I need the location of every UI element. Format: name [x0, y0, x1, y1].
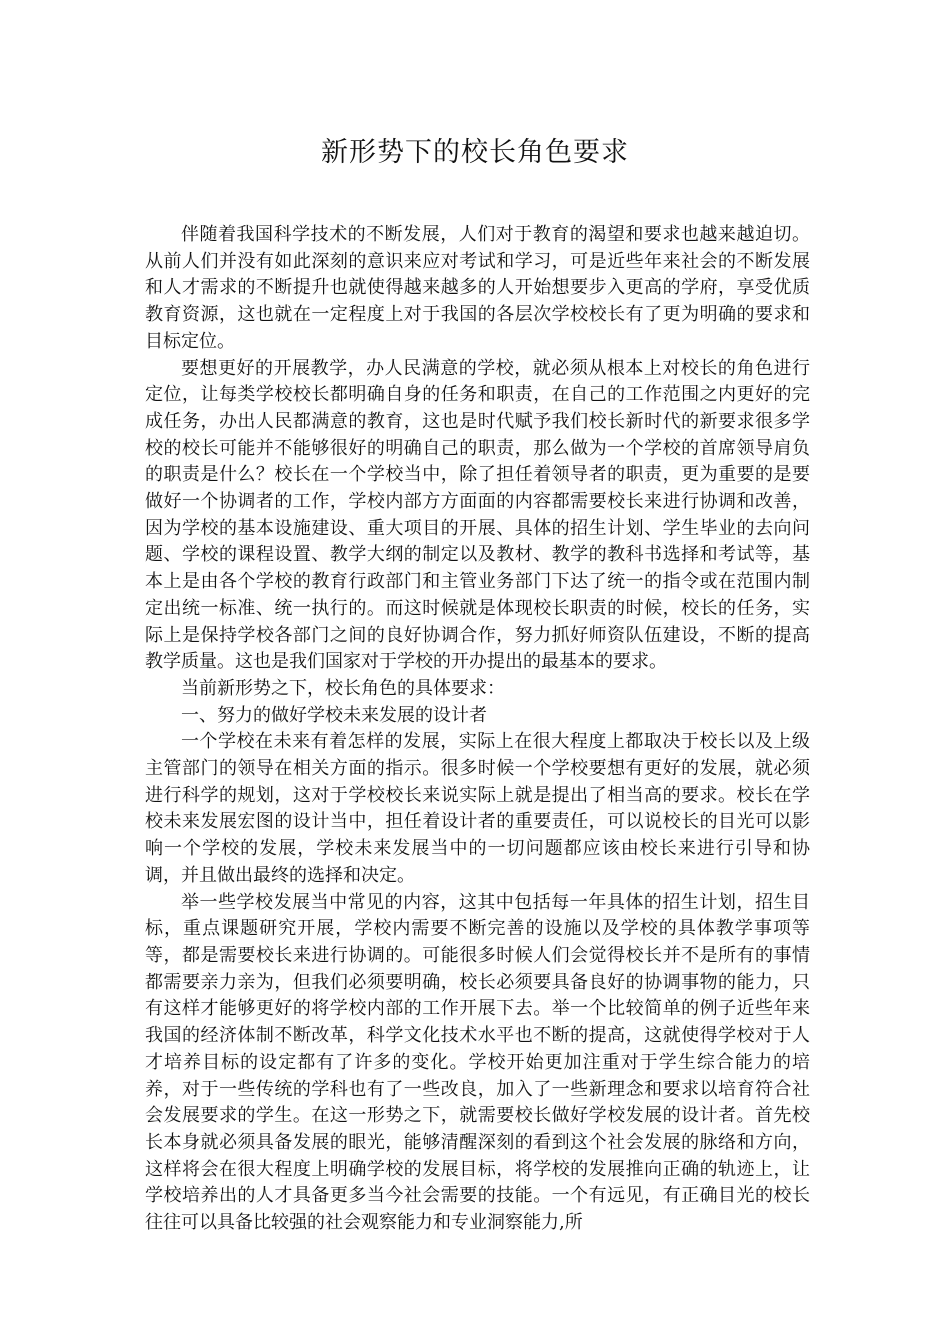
document-title: 新形势下的校长角色要求	[321, 137, 629, 168]
paragraph: 当前新形势之下，校长角色的具体要求：	[181, 677, 505, 699]
paragraph: 举一些学校发展当中常见的内容，这其中包括每一年具体的招生计划，招生目标，重点课题研究开展，学校内需要不断完善的设施以及学校的具体教学事项等等，都是需要校长来进行协调的。可能很多时候人们会觉得校长并不是所有的事情都需要亲力亲为，但我们必须要明确，校长必须要具备良好的协调事物的能力，只有这样才能够更好的将学校内部的工作开展下去。举一个比较简单的例子近些年来我国的经济体制不断改革，科学文化技术水平也不断的提高，这就使得学校对于人才培养目标的设定都有了许多的变化。学校开始更加注重对于学生综合能力的培养，对于一些传统的学科也有了一些改良，加入了一些新理念和要求以培育符合社会发展要求的学生。在这一形势之下，就需要校长做好学校发展的设计者。首先校长本身就必须具备发展的眼光，能够清醒深刻的看到这个社会发展的脉络和方向，这样将会在很大程度上明确学校的发展目标，将学校的发展推向正确的轨迹上，让学校培养出的人才具备更多当今社会需要的技能。一个有远见，有正确目光的校长往往可以具备比较强的社会观察能力和专业洞察能力,所	[145, 891, 810, 1234]
paragraph: 伴随着我国科学技术的不断发展，人们对于教育的渴望和要求也越来越迫切。从前人们并没有如此深刻的意识来应对考试和学习，可是近些年来社会的不断发展和人才需求的不断提升也就使得越来越多的人开始想要步入更高的学府，享受优质教育资源，这也就在一定程度上对于我国的各层次学校校长有了更为明确的要求和目标定位。	[145, 224, 810, 352]
section-heading: 一、努力的做好学校未来发展的设计者	[181, 704, 487, 726]
paragraph: 一个学校在未来有着怎样的发展，实际上在很大程度上都取决于校长以及上级主管部门的领导在相关方面的指示。很多时候一个学校要想有更好的发展，就必须进行科学的规划，这对于学校校长来说实际上就是提出了相当高的要求。校长在学校未来发展宏图的设计当中，担任着设计者的重要责任，可以说校长的目光可以影响一个学校的发展，学校未来发展当中的一切问题都应该由校长来进行引导和协调，并且做出最终的选择和决定。	[145, 731, 810, 886]
document-body	[145, 222, 810, 1237]
paragraph: 要想更好的开展教学，办人民满意的学校，就必须从根本上对校长的角色进行定位，让每类学校校长都明确自身的任务和职责，在自己的工作范围之内更好的完成任务，办出人民都满意的教育，这也是时代赋予我们校长新时代的新要求很多学校的校长可能并不能够很好的明确自己的职责，那么做为一个学校的首席领导肩负的职责是什么？校长在一个学校当中，除了担任着领导者的职责，更为重要的是要做好一个协调者的工作，学校内部方方面面的内容都需要校长来进行协调和改善，因为学校的基本设施建设、重大项目的开展、具体的招生计划、学生毕业的去向问题、学校的课程设置、教学大纲的制定以及教材、教学的教科书选择和考试等，基本上是由各个学校的教育行政部门和主管业务部门下达了统一的指令或在范围内制定出统一标准、统一执行的。而这时候就是体现校长职责的时候，校长的任务，实际上是保持学校各部门之间的良好协调合作，努力抓好师资队伍建设，不断的提高教学质量。这也是我们国家对于学校的开办提出的最基本的要求。	[145, 357, 810, 673]
